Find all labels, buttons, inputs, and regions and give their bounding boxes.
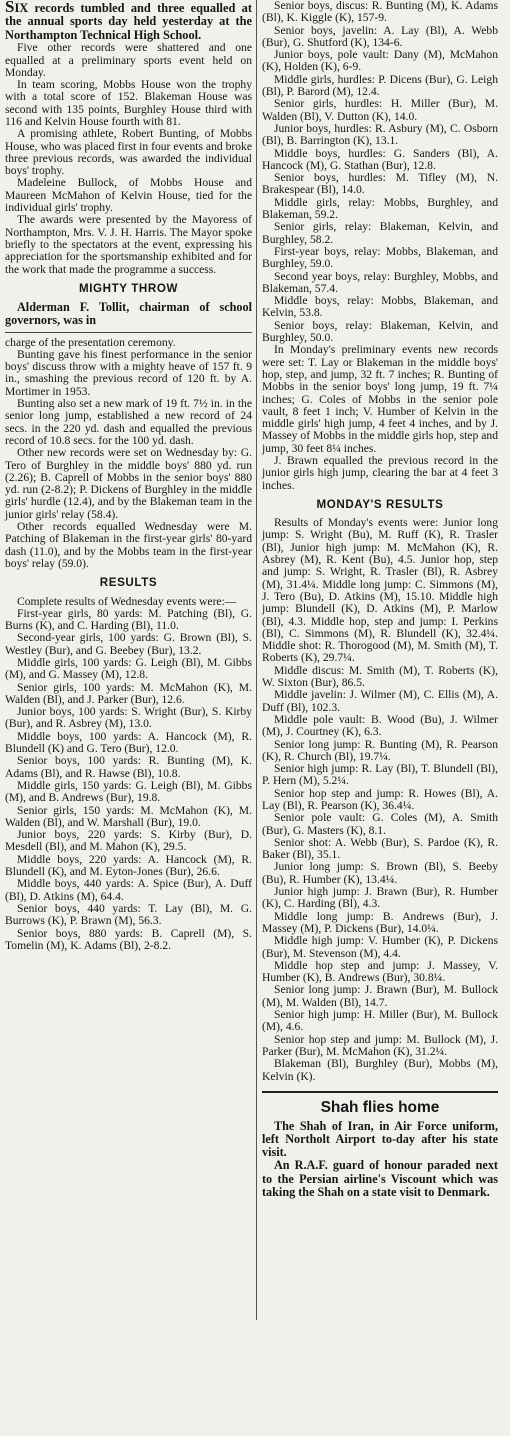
result-entry: Middle discus: M. Smith (M), T. Roberts (K), W. Sixton (Bur), 86.5. bbox=[262, 663, 498, 690]
result-entry: Senior high jump: H. Miller (Bur), M. Bullock (M), 4.6. bbox=[262, 1008, 498, 1034]
result-entry: Senior boys, relay: Blakeman, Kelvin, and Burghley, 50.0. bbox=[262, 318, 498, 345]
article-paragraph: Alderman F. Tollit, chairman of school governors, was in bbox=[5, 300, 252, 328]
article-paragraph: Other records equalled Wednesday were M. Patching of Blakeman in the first-year girls' 80-yard dash (11.0), and by the Mobbs team in the first-year boys' relay (59.0). bbox=[5, 520, 252, 570]
article-paragraph: Other new records were set on Wednesday by: G. Tero of Burghley in the middle boys' 880 yd. run (2.26); B. Caprell of Mobbs in the senior boys' 880 yd. run (2-8.2); P. Dickens of Burghley in the middle girls' hurdle (12.4), and by the Blakeman team in the junior girls' relay (58.4). bbox=[5, 446, 252, 521]
headline-shah-flies-home: Shah flies home bbox=[320, 1098, 440, 1116]
result-entry: First-year boys, relay: Mobbs, Blakeman, and Burghley, 59.0. bbox=[262, 244, 498, 271]
result-entry: Senior boys, discus: R. Bunting (M), K. Adams (Bl), K. Kiggle (K), 157-9. bbox=[262, 0, 498, 25]
result-entry: Middle boys, relay: Mobbs, Blakeman, and Kelvin, 53.8. bbox=[262, 294, 498, 320]
result-entry: Junior boys, 100 yards: S. Wright (Bur), S. Kirby (Bur), and R. Asbrey (M), 13.0. bbox=[5, 705, 252, 731]
result-entry: Senior high jump: R. Lay (Bl), T. Blundell (Bl), P. Hern (M), 5.2¼. bbox=[262, 762, 498, 788]
article-paragraph: Bunting gave his finest performance in the senior boys' discuss throw with a mighty heave of 157 ft. 9 in., smashing the previous record of 120 ft. by A. Mortimer in 1953. bbox=[5, 347, 252, 398]
result-entry: Middle boys, 220 yards: A. Hancock (M), R. Blundell (K), and M. Eyton-Jones (Bur), 26.6. bbox=[5, 852, 252, 879]
result-entry: Junior boys, hurdles: R. Asbury (M), C. Osborn (Bl), B. Barrington (K), 13.1. bbox=[262, 121, 498, 148]
article-paragraph: In Monday's preliminary events new records were set: T. Lay or Blakeman in the middle boys' hop, step, and jump, 32 ft. 7 inches; R. Bunting of Mobbs in the senior boys' long jump, 19 ft. 7¼ inches; G. Coles of Mobbs in the senior pole vault, 8 feet 1 inch; V. Humber of Kelvin in the middle girls' high jump, 4 feet 4 inches, and by J. Massey of Mobbs in the middle girls hop, step and jump, 30 feet 8¼ inches. bbox=[262, 343, 498, 455]
article-paragraph: In team scoring, Mobbs House won the trophy with a total score of 152. Blakeman House was second with 135 points, Burghley House third with 116 and Kelvin House fourth with 81. bbox=[5, 78, 252, 128]
result-entry: Middle girls, hurdles: P. Dicens (Bur), G. Leigh (Bl), P. Barord (M), 12.4. bbox=[262, 72, 498, 99]
article-paragraph: Five other records were shattered and one equalled at a preliminary sports event held on Monday. bbox=[5, 41, 252, 79]
result-entry: Junior boys, pole vault: Dany (M), McMahon (K), Holden (K), 6-9. bbox=[262, 48, 498, 74]
result-entry: Blakeman (Bl), Burghley (Bur), Mobbs (M), Kelvin (K). bbox=[262, 1057, 498, 1083]
result-entry: Second-year girls, 100 yards: G. Brown (Bl), S. Westley (Bur), and G. Beebey (Bur), 13.2. bbox=[5, 631, 252, 657]
result-entry: Middle high jump: V. Humber (K), P. Dickens (Bur), M. Stevenson (M), 4.4. bbox=[262, 934, 498, 960]
result-entry: Senior long jump: J. Brawn (Bur), M. Bullock (M), M. Walden (Bl), 14.7. bbox=[262, 983, 498, 1009]
result-entry: Senior girls, 100 yards: M. McMahon (K), M. Walden (Bl), and J. Parker (Bur), 12.6. bbox=[5, 680, 252, 706]
result-entry: Senior shot: A. Webb (Bur), S. Pardoe (K), R. Baker (Bl), 35.1. bbox=[262, 835, 498, 862]
result-entry: Middle girls, 100 yards: G. Leigh (Bl), M. Gibbs (M), and G. Massey (M), 12.8. bbox=[5, 655, 252, 682]
subheading-results: RESULTS bbox=[99, 576, 158, 590]
result-entry: Junior high jump: J. Brawn (Bur), R. Humber (K), C. Harding (Bl), 4.3. bbox=[262, 885, 498, 911]
result-entry: Senior girls, 150 yards: M. McMahon (K), M. Walden (Bl), and W. Marshall (Bur), 19.0. bbox=[5, 803, 252, 829]
result-entry: Senior hop step and jump: M. Bullock (M), J. Parker (Bur), M. McMahon (K), 31.2¼. bbox=[262, 1032, 498, 1058]
article-paragraph: An R.A.F. guard of honour paraded next to the Persian airline's Viscount which was taking the Shah on a state visit to Denmark. bbox=[262, 1158, 498, 1199]
lead-text: IX records tumbled and three equalled at the annual sports day held yesterday at the Northampton Technical High School. bbox=[5, 1, 252, 42]
result-entry: Senior long jump: R. Bunting (M), R. Pearson (K), R. Church (Bl), 19.7¼. bbox=[262, 737, 498, 763]
subheading-mondays-results: MONDAY'S RESULTS bbox=[316, 497, 444, 511]
lead-paragraph bbox=[5, 0, 252, 42]
left-column bbox=[5, 0, 252, 952]
subheading-mighty-throw: MIGHTY THROW bbox=[78, 281, 179, 295]
result-entry: Middle javelin: J. Wilmer (M), C. Ellis (M), A. Duff (Bl), 102.3. bbox=[262, 688, 498, 714]
result-entry: Senior boys, hurdles: M. Tifley (M), N. Brakespear (Bl), 14.0. bbox=[262, 171, 498, 197]
result-entry: Senior boys, 440 yards: T. Lay (Bl), M. G. Burrows (K), P. Brawn (M), 56.3. bbox=[5, 901, 252, 928]
article-paragraph: J. Brawn equalled the previous record in the junior girls high jump, clearing the bar at 4 feet 3 inches. bbox=[262, 453, 498, 492]
result-entry: Middle pole vault: B. Wood (Bu), J. Wilmer (M), J. Courtney (K), 6.3. bbox=[262, 712, 498, 739]
article-paragraph: The Shah of Iran, in Air Force uniform, left Northolt Airport to-day after his state visit. bbox=[262, 1118, 498, 1160]
result-entry: Senior boys, 100 yards: R. Bunting (M), K. Adams (Bl), and R. Hawse (Bl), 10.8. bbox=[5, 754, 252, 780]
story-divider bbox=[262, 1091, 498, 1093]
result-entry: Middle boys, 440 yards: A. Spice (Bur), A. Duff (Bl), D. Atkins (M), 64.4. bbox=[5, 877, 252, 903]
article-paragraph: The awards were presented by the Mayoress of Northampton, Mrs. V. J. H. Harris. The Mayor spoke briefly to the spectators at the event, expressing his appreciation for the sportsmanship exhibited and for the work that made the programme a success. bbox=[5, 213, 252, 276]
result-entry: Junior long jump: S. Brown (Bl), S. Beeby (Bu), R. Humber (K), 13.4¼. bbox=[262, 860, 498, 886]
divider bbox=[5, 332, 252, 333]
right-column bbox=[262, 0, 498, 1199]
result-entry: Middle girls, relay: Mobbs, Burghley, and Blakeman, 59.2. bbox=[262, 195, 498, 222]
result-entry: Complete results of Wednesday events were:— bbox=[17, 594, 237, 608]
lead-initial: S bbox=[5, 0, 15, 16]
result-entry: Middle hop step and jump: J. Massey, V. Humber (K), B. Andrews (Bur), 30.8¼. bbox=[262, 958, 498, 985]
article-paragraph: Madeleine Bullock, of Mobbs House and Maureen McMahon of Kelvin House, tied for the individual girls' trophy. bbox=[5, 176, 252, 215]
result-entry: Results of Monday's events were: Junior long jump: S. Wright (Bu), M. Ruff (K), R. Trasler (Bl), Junior high jump: M. McMahon (K), R. Asbrey (M), R. Kent (Bu), 4.5. Junior hop, step and jump: S. Wright, R. Trasler (Bl), R. Asbrey (M), 31.4¼. Middle long jump: C. Simmons (M), J. Tero (Bu), D. Atkins (M), 15.10. Middle high jump: Blundell (K), D. Atkins (M), P. Marlow (Bl), 4.3. Middle hop, step and jump: I. Perkins (Bl), C. Simmons (M), R. Blundell (K), 32.4¼. Middle shot: R. Thorogood (M), M. Smith (M), T. Roberts (K), 29.7¼. bbox=[262, 516, 498, 665]
result-entry: Middle long jump: B. Andrews (Bur), J. Massey (M), P. Dickens (Bur), 14.0¼. bbox=[262, 909, 498, 935]
article-paragraph: Bunting also set a new mark of 19 ft. 7½ in. in the senior long jump, established a new record of 24 secs. in the 220 yd. dash and equalled the previous record of 10.8 secs. for the 100 yd. dash. bbox=[5, 397, 252, 447]
result-entry: Middle boys, hurdles: G. Sanders (Bl), A. Hancock (M), G. Stathan (Bur), 12.8. bbox=[262, 146, 498, 172]
result-entry: Senior hop step and jump: R. Howes (Bl), A. Lay (Bl), R. Pearson (K), 36.4¼. bbox=[262, 786, 498, 812]
result-entry: Senior boys, javelin: A. Lay (Bl), A. Webb (Bur), G. Shutford (K), 134-6. bbox=[262, 23, 498, 49]
result-entry: Senior girls, relay: Blakeman, Kelvin, and Burghley, 58.2. bbox=[262, 220, 498, 246]
column-divider bbox=[256, 0, 257, 1320]
result-entry: Middle boys, 100 yards: A. Hancock (M), R. Blundell (K) and G. Tero (Bur), 12.0. bbox=[5, 729, 252, 756]
result-entry: Junior boys, 220 yards: S. Kirby (Bur), D. Mesdell (Bl), and M. Mahon (K), 29.5. bbox=[5, 828, 252, 854]
result-entry: Senior boys, 880 yards: B. Caprell (M), S. Tomelin (M), K. Adams (Bl), 2-8.2. bbox=[5, 926, 252, 952]
result-entry: Middle girls, 150 yards: G. Leigh (Bl), M. Gibbs (M), and B. Andrews (Bur), 19.8. bbox=[5, 778, 252, 805]
result-entry: Senior girls, hurdles: H. Miller (Bur), M. Walden (Bl), V. Dutton (K), 14.0. bbox=[262, 97, 498, 123]
result-entry: First-year girls, 80 yards: M. Patching (Bl), G. Burns (K), and C. Harding (Bl), 11.0. bbox=[5, 606, 252, 633]
article-paragraph: A promising athlete, Robert Bunting, of Mobbs House, who was placed first in four events and broke three previous records, was awarded the individual boys' trophy. bbox=[5, 127, 252, 178]
result-entry: Senior pole vault: G. Coles (M), A. Smith (Bur), G. Masters (K), 8.1. bbox=[262, 811, 498, 837]
result-entry: Second year boys, relay: Burghley, Mobbs, and Blakeman, 57.4. bbox=[262, 269, 498, 295]
article-paragraph: charge of the presentation ceremony. bbox=[5, 335, 176, 349]
